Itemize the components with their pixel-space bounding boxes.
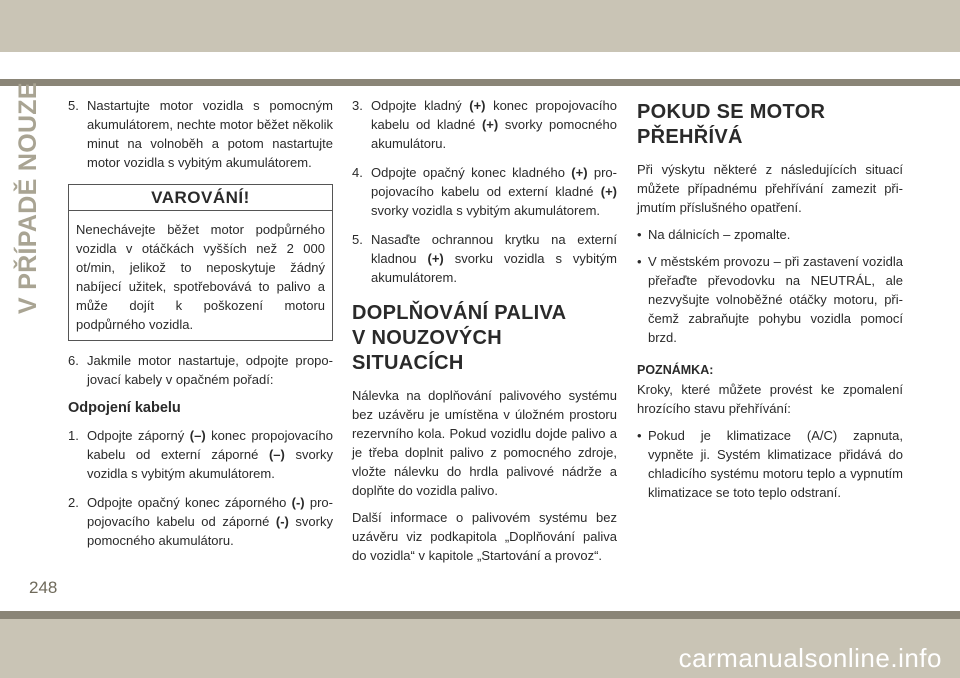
list-item <box>637 252 903 347</box>
note-label: POZNÁMKA: <box>637 363 714 377</box>
negative-symbol: (–) <box>268 447 285 462</box>
footer-rule <box>0 611 960 619</box>
cable-disconnect-heading: Odpojení kabelu <box>68 400 181 416</box>
step-text: Nasaďte ochrannou krytku na externí kladnou (+) svorku vozidla s vybitým akumulátorem. <box>371 232 617 285</box>
step-text: Odpojte záporný (–) konec propojovacího kabelu od externí záporné (–) svorky vozidla s vybitým akumulátorem. <box>87 428 333 481</box>
overheating-intro: Při výskytu některé z následujících situací můžete případnému přehřívání zamezit přijmutím příslušného opatření. <box>637 162 903 215</box>
negative-symbol: (–) <box>189 428 206 443</box>
header-band <box>0 0 960 52</box>
step-number: 5. <box>352 232 363 247</box>
disconnect-step-3 <box>352 96 617 153</box>
list-item <box>637 426 903 502</box>
overheating-heading: POKUD SE MOTOR PŘEHŘÍVÁ <box>637 101 826 148</box>
step-text: Odpojte opačný konec záporného (-) propojovacího kabelu od záporné (-) svorky pomocného akumulátoru. <box>87 495 333 548</box>
refuel-paragraph: Nálevka na doplňování palivového systému bez uzávěru je umístěna v úložném prostoru rezervního kola. Pokud vozidlu dojde palivo a je třeba doplnit palivo z pomocného zdroje, vložte nálevku do hrdla palivové nádrže a doplňte do vozidla palivo. <box>352 388 617 498</box>
column-left <box>68 96 333 560</box>
watermark: carmanualsonline.info <box>678 643 942 673</box>
step-text: Nastartujte motor vozidla s pomocným akumulátorem, nechte motor běžet několik minut na volnoběh a potom nastartujte motor vozidla s vybitým akumulátorem. <box>87 98 333 170</box>
step-text: Jakmile motor nastartuje, odpojte propojovací kabely v opačném pořadí: <box>87 353 333 387</box>
positive-symbol: (+) <box>600 184 617 199</box>
bullet-text: V městském provozu – při zastavení vozidla přeřaďte převodovku na NEUTRÁL, ale nezvyšujte volnoběžné otáčky motoru, přičemž zabraňujte pohybu vozidla pomocí brzd. <box>648 254 903 345</box>
disconnect-step-2 <box>68 493 333 550</box>
bullet-icon: • <box>637 428 642 443</box>
positive-symbol: (+) <box>469 98 486 113</box>
side-section-title: V PŘÍPADĚ NOUZE <box>14 82 42 314</box>
step-number: 1. <box>68 428 79 443</box>
bullet-text: Na dálnicích – zpomalte. <box>648 227 791 242</box>
header-rule <box>0 79 960 86</box>
positive-symbol: (+) <box>481 117 499 132</box>
negative-symbol: (-) <box>291 495 305 510</box>
list-item <box>637 225 903 244</box>
emergency-refuel-heading: DOPLŇOVÁNÍ PALIVA V NOUZOVÝCH SITUACÍCH <box>352 302 567 374</box>
column-right <box>637 96 903 510</box>
step-number: 6. <box>68 353 79 368</box>
disconnect-step-4 <box>352 163 617 220</box>
warning-box <box>68 184 333 341</box>
bullet-icon: • <box>637 254 642 269</box>
step-number: 5. <box>68 98 79 113</box>
bullet-text: Pokud je klimatizace (A/C) zapnuta, vypněte ji. Systém klimatizace přidává do chladicího systému motoru teplo a vypnutím klimatizace se toto teplo odstraní. <box>648 428 903 500</box>
warning-title: VAROVÁNÍ! <box>69 185 332 211</box>
positive-symbol: (+) <box>571 165 588 180</box>
step-6 <box>68 351 333 389</box>
step-number: 3. <box>352 98 363 113</box>
disconnect-step-1 <box>68 426 333 483</box>
step-5 <box>68 96 333 172</box>
page-number: 248 <box>29 578 58 597</box>
positive-symbol: (+) <box>427 251 444 266</box>
step-text: Odpojte kladný (+) konec propojovacího kabelu od kladné (+) svorky pomocného akumulátoru. <box>371 98 617 151</box>
refuel-reference-paragraph: Další informace o palivovém systému bez uzávěru viz podkapitola „Doplňování paliva do vozidla“ v kapitole „Startování a provoz“. <box>352 510 617 563</box>
bullet-icon: • <box>637 227 642 242</box>
step-number: 4. <box>352 165 363 180</box>
step-text: Odpojte opačný konec kladného (+) propojovacího kabelu od externí kladné (+) svorky vozidla s vybitým akumulátorem. <box>371 165 618 218</box>
column-middle <box>352 96 617 573</box>
step-number: 2. <box>68 495 79 510</box>
warning-text: Nenechávejte běžet motor podpůrného vozidla v otáčkách vyšších než 2 000 ot/min, jelikož to neposkytuje žádný nabíjecí užitek, spotřebovává to palivo a může dojít k poškození motoru podpůrného vozidla. <box>76 222 325 332</box>
negative-symbol: (-) <box>275 514 289 529</box>
note-text: Kroky, které můžete provést ke zpomalení hrozícího stavu přehřívání: <box>637 382 903 416</box>
disconnect-step-5 <box>352 230 617 287</box>
